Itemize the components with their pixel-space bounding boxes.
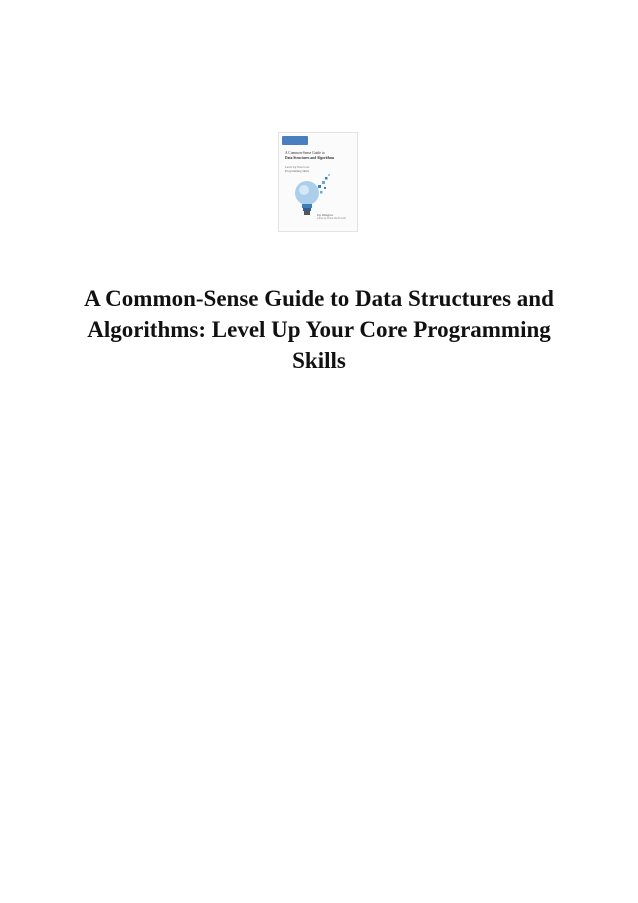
cover-author: Jay Wengrow (317, 213, 334, 217)
cover-subtitle-line2: Programming Skills (285, 169, 310, 173)
cover-title-line1: A Common-Sense Guide to (285, 151, 325, 155)
title-line-3: Skills (292, 348, 346, 373)
cover-subtitle-line1: Level Up Your Core (285, 165, 310, 169)
title-line-2: Algorithms: Level Up Your Core Programming (87, 317, 551, 342)
cover-title-line2: Data Structures and Algorithms (285, 156, 335, 160)
publisher-logo (282, 136, 308, 145)
document-title (30, 283, 608, 376)
cover-editor: edited by Brian MacDonald (317, 217, 346, 220)
book-cover-image (278, 132, 358, 232)
title-line-1: A Common-Sense Guide to Data Structures and (84, 286, 554, 311)
